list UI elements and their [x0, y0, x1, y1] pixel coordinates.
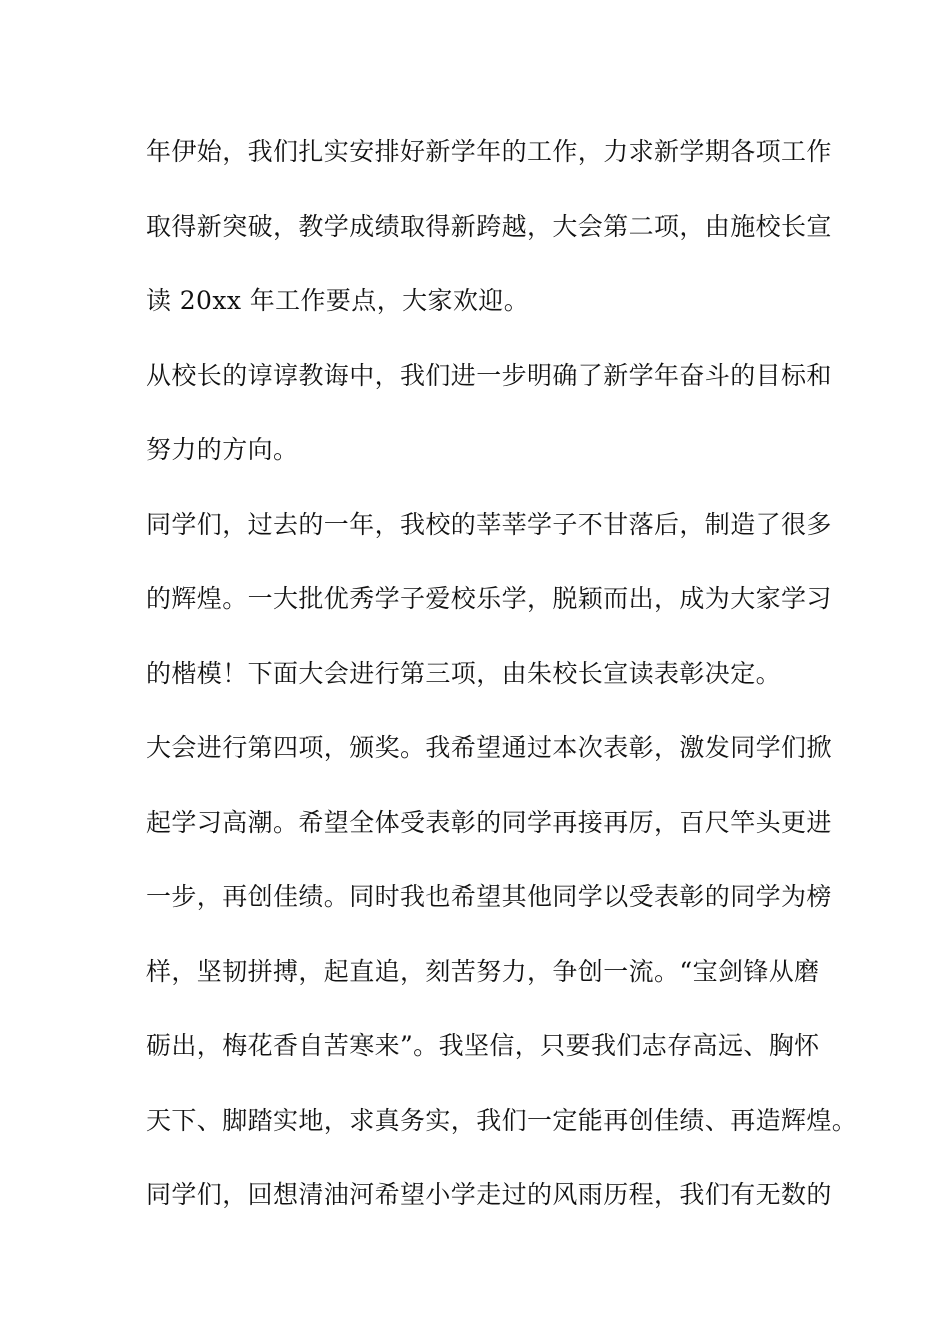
- text-line: 年伊始，我们扎实安排好新学年的工作，力求新学期各项工作: [146, 137, 832, 166]
- text-line: 努力的方向。: [146, 435, 299, 464]
- text-line: 砺出，梅花香自苦寒来”。我坚信，只要我们志存高远、胸怀: [146, 1031, 820, 1060]
- text-line: 取得新突破，教学成绩取得新跨越，大会第二项，由施校长宣: [146, 211, 832, 241]
- text-line: 从校长的谆谆教诲中，我们进一步明确了新学年奋斗的目标和: [146, 360, 832, 390]
- text-line: 大会进行第四项，颁奖。我希望通过本次表彰，激发同学们掀: [146, 733, 832, 762]
- text-line: 起学习高潮。希望全体受表彰的同学再接再厉，百尺竿头更进: [146, 807, 832, 837]
- text-line: 天下、脚踏实地，求真务实，我们一定能再创佳绩、再造辉煌。: [146, 1105, 858, 1135]
- text-line: 同学们，回想清油河希望小学走过的风雨历程，我们有无数的: [146, 1180, 832, 1209]
- text-line: 样，坚韧拼搏，起直追，刻苦努力，争创一流。“宝剑锋从磨: [146, 956, 820, 986]
- text-line: 一步，再创佳绩。同时我也希望其他同学以受表彰的同学为榜: [146, 882, 832, 911]
- text-line: 读 20xx 年工作要点，大家欢迎。: [146, 286, 530, 315]
- text-line: 的楷模！下面大会进行第三项，由朱校长宣读表彰决定。: [146, 658, 782, 688]
- text-line: 同学们，过去的一年，我校的莘莘学子不甘落后，制造了很多: [146, 509, 832, 539]
- text-line: 的辉煌。一大批优秀学子爱校乐学，脱颖而出，成为大家学习: [146, 584, 832, 613]
- body-text: [146, 132, 858, 1250]
